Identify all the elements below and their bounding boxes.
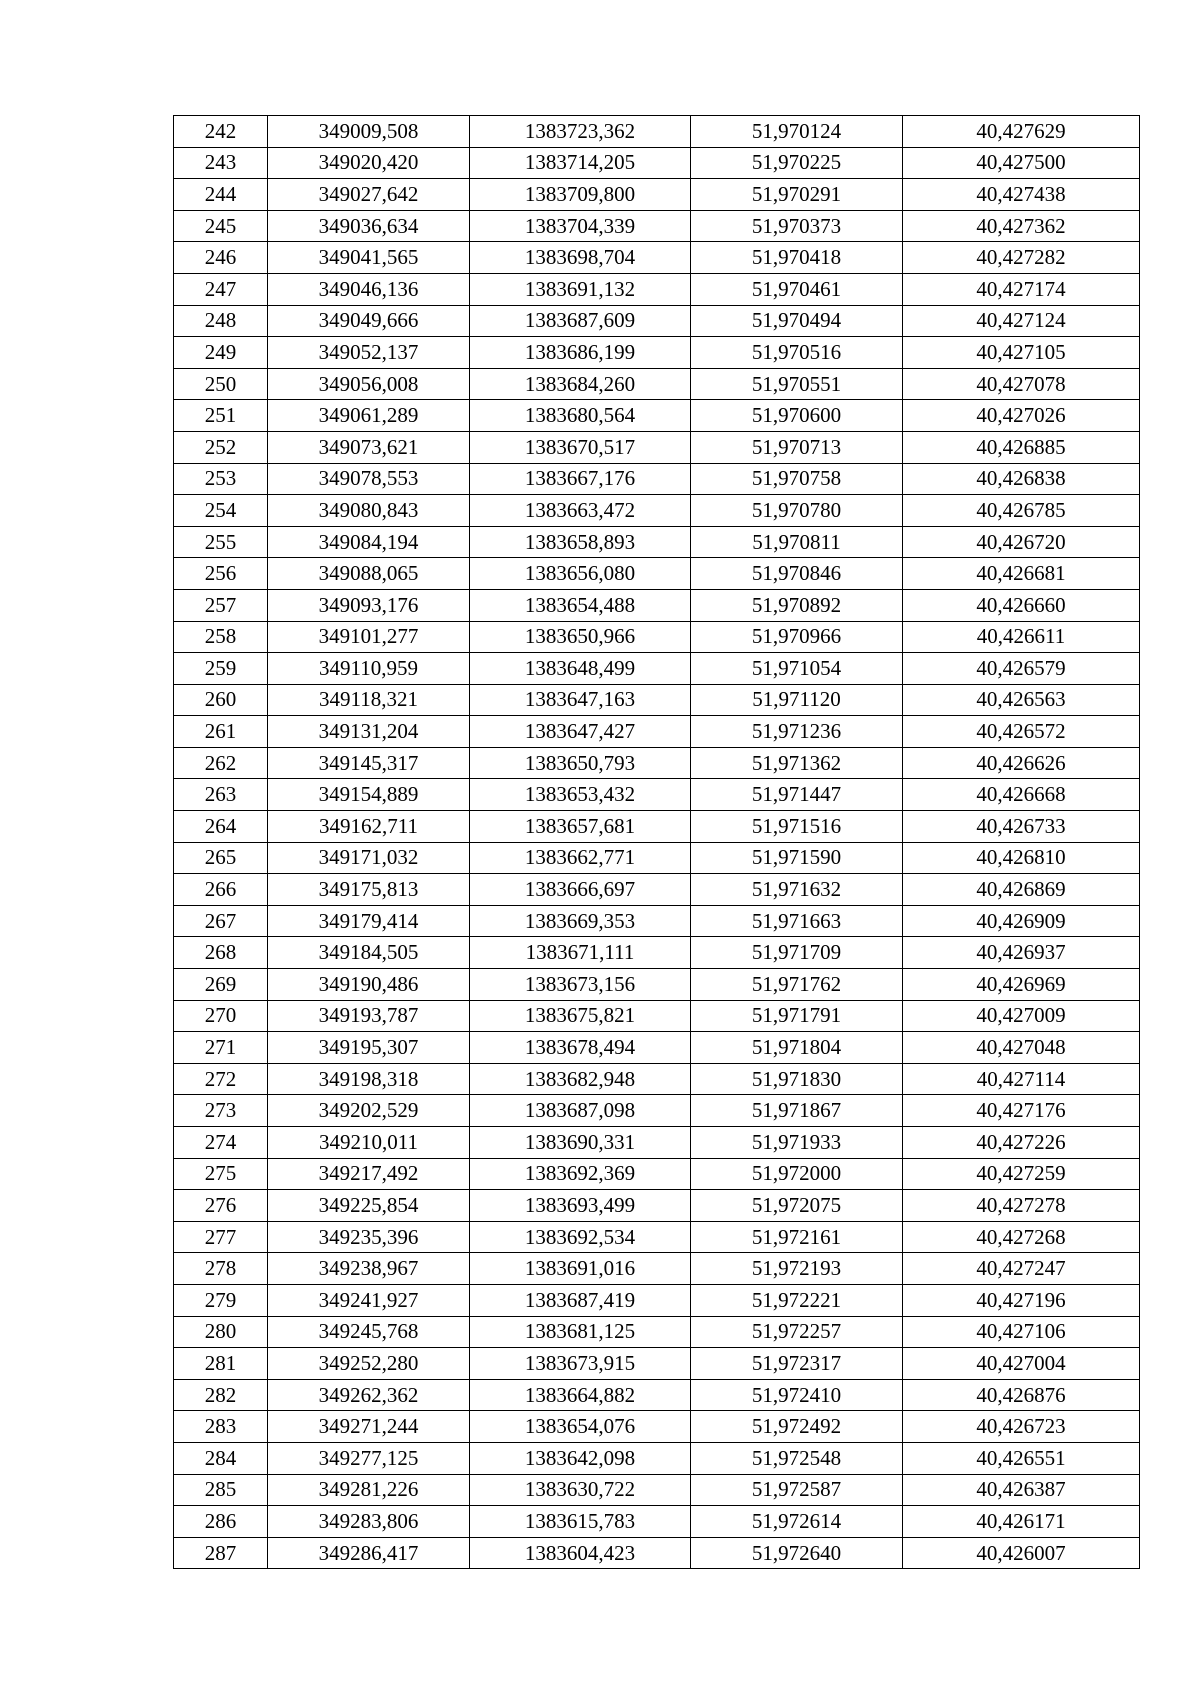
point-number-cell: 245 — [174, 210, 268, 242]
y-coordinate-cell: 1383658,893 — [470, 526, 691, 558]
table-row — [174, 1190, 1140, 1222]
table-row — [174, 874, 1140, 906]
y-coordinate-cell: 1383687,419 — [470, 1284, 691, 1316]
y-coordinate-cell: 1383681,125 — [470, 1316, 691, 1348]
table-row — [174, 116, 1140, 148]
latitude-cell: 51,972257 — [691, 1316, 903, 1348]
y-coordinate-cell: 1383647,163 — [470, 684, 691, 716]
point-number-cell: 277 — [174, 1221, 268, 1253]
x-coordinate-cell: 349225,854 — [268, 1190, 470, 1222]
table-row — [174, 305, 1140, 337]
table-row — [174, 653, 1140, 685]
y-coordinate-cell: 1383671,111 — [470, 937, 691, 969]
longitude-cell: 40,427226 — [903, 1127, 1140, 1159]
longitude-cell: 40,427629 — [903, 116, 1140, 148]
longitude-cell: 40,426387 — [903, 1474, 1140, 1506]
table-row — [174, 1127, 1140, 1159]
table-row — [174, 179, 1140, 211]
point-number-cell: 246 — [174, 242, 268, 274]
coordinates-table-body — [174, 116, 1140, 1569]
table-row — [174, 842, 1140, 874]
point-number-cell: 274 — [174, 1127, 268, 1159]
latitude-cell: 51,972410 — [691, 1379, 903, 1411]
table-row — [174, 273, 1140, 305]
x-coordinate-cell: 349052,137 — [268, 337, 470, 369]
longitude-cell: 40,426838 — [903, 463, 1140, 495]
y-coordinate-cell: 1383647,427 — [470, 716, 691, 748]
latitude-cell: 51,970758 — [691, 463, 903, 495]
longitude-cell: 40,427124 — [903, 305, 1140, 337]
table-row — [174, 463, 1140, 495]
y-coordinate-cell: 1383666,697 — [470, 874, 691, 906]
latitude-cell: 51,972614 — [691, 1506, 903, 1538]
latitude-cell: 51,971632 — [691, 874, 903, 906]
point-number-cell: 272 — [174, 1063, 268, 1095]
longitude-cell: 40,427105 — [903, 337, 1140, 369]
point-number-cell: 266 — [174, 874, 268, 906]
table-row — [174, 400, 1140, 432]
latitude-cell: 51,970713 — [691, 431, 903, 463]
latitude-cell: 51,970373 — [691, 210, 903, 242]
table-row — [174, 589, 1140, 621]
point-number-cell: 285 — [174, 1474, 268, 1506]
latitude-cell: 51,971516 — [691, 811, 903, 843]
y-coordinate-cell: 1383670,517 — [470, 431, 691, 463]
latitude-cell: 51,970516 — [691, 337, 903, 369]
latitude-cell: 51,972317 — [691, 1348, 903, 1380]
latitude-cell: 51,971663 — [691, 905, 903, 937]
x-coordinate-cell: 349084,194 — [268, 526, 470, 558]
latitude-cell: 51,972640 — [691, 1537, 903, 1569]
point-number-cell: 247 — [174, 273, 268, 305]
table-row — [174, 716, 1140, 748]
point-number-cell: 262 — [174, 747, 268, 779]
point-number-cell: 265 — [174, 842, 268, 874]
point-number-cell: 258 — [174, 621, 268, 653]
latitude-cell: 51,972548 — [691, 1442, 903, 1474]
point-number-cell: 250 — [174, 368, 268, 400]
latitude-cell: 51,972193 — [691, 1253, 903, 1285]
longitude-cell: 40,427247 — [903, 1253, 1140, 1285]
table-row — [174, 937, 1140, 969]
point-number-cell: 243 — [174, 147, 268, 179]
x-coordinate-cell: 349088,065 — [268, 558, 470, 590]
latitude-cell: 51,971791 — [691, 1000, 903, 1032]
longitude-cell: 40,426937 — [903, 937, 1140, 969]
latitude-cell: 51,970846 — [691, 558, 903, 590]
longitude-cell: 40,426611 — [903, 621, 1140, 653]
table-row — [174, 1379, 1140, 1411]
longitude-cell: 40,426007 — [903, 1537, 1140, 1569]
point-number-cell: 267 — [174, 905, 268, 937]
point-number-cell: 278 — [174, 1253, 268, 1285]
table-row — [174, 495, 1140, 527]
point-number-cell: 271 — [174, 1032, 268, 1064]
y-coordinate-cell: 1383656,080 — [470, 558, 691, 590]
table-row — [174, 747, 1140, 779]
latitude-cell: 51,971054 — [691, 653, 903, 685]
y-coordinate-cell: 1383684,260 — [470, 368, 691, 400]
table-row — [174, 1474, 1140, 1506]
latitude-cell: 51,971120 — [691, 684, 903, 716]
latitude-cell: 51,971236 — [691, 716, 903, 748]
x-coordinate-cell: 349093,176 — [268, 589, 470, 621]
point-number-cell: 281 — [174, 1348, 268, 1380]
latitude-cell: 51,971590 — [691, 842, 903, 874]
longitude-cell: 40,426909 — [903, 905, 1140, 937]
x-coordinate-cell: 349286,417 — [268, 1537, 470, 1569]
longitude-cell: 40,426876 — [903, 1379, 1140, 1411]
point-number-cell: 269 — [174, 969, 268, 1001]
point-number-cell: 252 — [174, 431, 268, 463]
y-coordinate-cell: 1383654,076 — [470, 1411, 691, 1443]
longitude-cell: 40,426869 — [903, 874, 1140, 906]
table-row — [174, 905, 1140, 937]
x-coordinate-cell: 349252,280 — [268, 1348, 470, 1380]
y-coordinate-cell: 1383663,472 — [470, 495, 691, 527]
point-number-cell: 284 — [174, 1442, 268, 1474]
y-coordinate-cell: 1383723,362 — [470, 116, 691, 148]
table-row — [174, 969, 1140, 1001]
longitude-cell: 40,426720 — [903, 526, 1140, 558]
table-row — [174, 431, 1140, 463]
y-coordinate-cell: 1383692,369 — [470, 1158, 691, 1190]
y-coordinate-cell: 1383650,966 — [470, 621, 691, 653]
table-row — [174, 1506, 1140, 1538]
latitude-cell: 51,971762 — [691, 969, 903, 1001]
table-row — [174, 526, 1140, 558]
point-number-cell: 251 — [174, 400, 268, 432]
longitude-cell: 40,427259 — [903, 1158, 1140, 1190]
longitude-cell: 40,426785 — [903, 495, 1140, 527]
x-coordinate-cell: 349171,032 — [268, 842, 470, 874]
x-coordinate-cell: 349210,011 — [268, 1127, 470, 1159]
x-coordinate-cell: 349009,508 — [268, 116, 470, 148]
y-coordinate-cell: 1383650,793 — [470, 747, 691, 779]
longitude-cell: 40,426563 — [903, 684, 1140, 716]
latitude-cell: 51,970494 — [691, 305, 903, 337]
longitude-cell: 40,426681 — [903, 558, 1140, 590]
latitude-cell: 51,970461 — [691, 273, 903, 305]
longitude-cell: 40,426551 — [903, 1442, 1140, 1474]
y-coordinate-cell: 1383709,800 — [470, 179, 691, 211]
longitude-cell: 40,426660 — [903, 589, 1140, 621]
latitude-cell: 51,970811 — [691, 526, 903, 558]
y-coordinate-cell: 1383673,915 — [470, 1348, 691, 1380]
table-row — [174, 684, 1140, 716]
y-coordinate-cell: 1383669,353 — [470, 905, 691, 937]
longitude-cell: 40,427438 — [903, 179, 1140, 211]
longitude-cell: 40,426668 — [903, 779, 1140, 811]
longitude-cell: 40,426810 — [903, 842, 1140, 874]
y-coordinate-cell: 1383615,783 — [470, 1506, 691, 1538]
y-coordinate-cell: 1383690,331 — [470, 1127, 691, 1159]
latitude-cell: 51,971830 — [691, 1063, 903, 1095]
longitude-cell: 40,427362 — [903, 210, 1140, 242]
table-row — [174, 1000, 1140, 1032]
x-coordinate-cell: 349175,813 — [268, 874, 470, 906]
y-coordinate-cell: 1383630,722 — [470, 1474, 691, 1506]
x-coordinate-cell: 349195,307 — [268, 1032, 470, 1064]
y-coordinate-cell: 1383714,205 — [470, 147, 691, 179]
longitude-cell: 40,427009 — [903, 1000, 1140, 1032]
x-coordinate-cell: 349198,318 — [268, 1063, 470, 1095]
x-coordinate-cell: 349145,317 — [268, 747, 470, 779]
table-row — [174, 1316, 1140, 1348]
latitude-cell: 51,971933 — [691, 1127, 903, 1159]
table-row — [174, 1411, 1140, 1443]
point-number-cell: 263 — [174, 779, 268, 811]
x-coordinate-cell: 349036,634 — [268, 210, 470, 242]
longitude-cell: 40,426572 — [903, 716, 1140, 748]
latitude-cell: 51,970291 — [691, 179, 903, 211]
table-row — [174, 242, 1140, 274]
longitude-cell: 40,426626 — [903, 747, 1140, 779]
y-coordinate-cell: 1383691,016 — [470, 1253, 691, 1285]
table-row — [174, 1253, 1140, 1285]
x-coordinate-cell: 349101,277 — [268, 621, 470, 653]
x-coordinate-cell: 349217,492 — [268, 1158, 470, 1190]
y-coordinate-cell: 1383657,681 — [470, 811, 691, 843]
longitude-cell: 40,427282 — [903, 242, 1140, 274]
point-number-cell: 275 — [174, 1158, 268, 1190]
longitude-cell: 40,427174 — [903, 273, 1140, 305]
x-coordinate-cell: 349238,967 — [268, 1253, 470, 1285]
table-row — [174, 558, 1140, 590]
table-row — [174, 621, 1140, 653]
table-row — [174, 1221, 1140, 1253]
x-coordinate-cell: 349078,553 — [268, 463, 470, 495]
longitude-cell: 40,427268 — [903, 1221, 1140, 1253]
point-number-cell: 242 — [174, 116, 268, 148]
point-number-cell: 254 — [174, 495, 268, 527]
y-coordinate-cell: 1383667,176 — [470, 463, 691, 495]
y-coordinate-cell: 1383704,339 — [470, 210, 691, 242]
latitude-cell: 51,970124 — [691, 116, 903, 148]
latitude-cell: 51,971447 — [691, 779, 903, 811]
y-coordinate-cell: 1383691,132 — [470, 273, 691, 305]
y-coordinate-cell: 1383662,771 — [470, 842, 691, 874]
latitude-cell: 51,970966 — [691, 621, 903, 653]
latitude-cell: 51,970600 — [691, 400, 903, 432]
point-number-cell: 273 — [174, 1095, 268, 1127]
point-number-cell: 286 — [174, 1506, 268, 1538]
y-coordinate-cell: 1383604,423 — [470, 1537, 691, 1569]
x-coordinate-cell: 349241,927 — [268, 1284, 470, 1316]
x-coordinate-cell: 349118,321 — [268, 684, 470, 716]
latitude-cell: 51,972161 — [691, 1221, 903, 1253]
point-number-cell: 259 — [174, 653, 268, 685]
x-coordinate-cell: 349184,505 — [268, 937, 470, 969]
x-coordinate-cell: 349283,806 — [268, 1506, 470, 1538]
x-coordinate-cell: 349027,642 — [268, 179, 470, 211]
x-coordinate-cell: 349235,396 — [268, 1221, 470, 1253]
y-coordinate-cell: 1383653,432 — [470, 779, 691, 811]
y-coordinate-cell: 1383678,494 — [470, 1032, 691, 1064]
latitude-cell: 51,971804 — [691, 1032, 903, 1064]
longitude-cell: 40,427026 — [903, 400, 1140, 432]
table-row — [174, 368, 1140, 400]
table-row — [174, 811, 1140, 843]
latitude-cell: 51,971867 — [691, 1095, 903, 1127]
longitude-cell: 40,426579 — [903, 653, 1140, 685]
latitude-cell: 51,970892 — [691, 589, 903, 621]
x-coordinate-cell: 349281,226 — [268, 1474, 470, 1506]
longitude-cell: 40,427500 — [903, 147, 1140, 179]
longitude-cell: 40,427048 — [903, 1032, 1140, 1064]
longitude-cell: 40,427106 — [903, 1316, 1140, 1348]
x-coordinate-cell: 349061,289 — [268, 400, 470, 432]
x-coordinate-cell: 349262,362 — [268, 1379, 470, 1411]
table-row — [174, 337, 1140, 369]
point-number-cell: 256 — [174, 558, 268, 590]
table-row — [174, 1158, 1140, 1190]
latitude-cell: 51,972000 — [691, 1158, 903, 1190]
x-coordinate-cell: 349202,529 — [268, 1095, 470, 1127]
table-row — [174, 1284, 1140, 1316]
table-row — [174, 147, 1140, 179]
x-coordinate-cell: 349131,204 — [268, 716, 470, 748]
y-coordinate-cell: 1383648,499 — [470, 653, 691, 685]
point-number-cell: 279 — [174, 1284, 268, 1316]
coordinates-table — [173, 115, 1140, 1569]
y-coordinate-cell: 1383682,948 — [470, 1063, 691, 1095]
table-row — [174, 1348, 1140, 1380]
y-coordinate-cell: 1383664,882 — [470, 1379, 691, 1411]
y-coordinate-cell: 1383687,098 — [470, 1095, 691, 1127]
longitude-cell: 40,426885 — [903, 431, 1140, 463]
point-number-cell: 276 — [174, 1190, 268, 1222]
longitude-cell: 40,427278 — [903, 1190, 1140, 1222]
point-number-cell: 260 — [174, 684, 268, 716]
y-coordinate-cell: 1383642,098 — [470, 1442, 691, 1474]
table-row — [174, 1063, 1140, 1095]
longitude-cell: 40,427196 — [903, 1284, 1140, 1316]
y-coordinate-cell: 1383675,821 — [470, 1000, 691, 1032]
point-number-cell: 255 — [174, 526, 268, 558]
x-coordinate-cell: 349041,565 — [268, 242, 470, 274]
point-number-cell: 287 — [174, 1537, 268, 1569]
table-row — [174, 779, 1140, 811]
y-coordinate-cell: 1383680,564 — [470, 400, 691, 432]
y-coordinate-cell: 1383687,609 — [470, 305, 691, 337]
x-coordinate-cell: 349056,008 — [268, 368, 470, 400]
y-coordinate-cell: 1383693,499 — [470, 1190, 691, 1222]
y-coordinate-cell: 1383692,534 — [470, 1221, 691, 1253]
longitude-cell: 40,427078 — [903, 368, 1140, 400]
x-coordinate-cell: 349049,666 — [268, 305, 470, 337]
latitude-cell: 51,970780 — [691, 495, 903, 527]
x-coordinate-cell: 349162,711 — [268, 811, 470, 843]
point-number-cell: 257 — [174, 589, 268, 621]
point-number-cell: 283 — [174, 1411, 268, 1443]
longitude-cell: 40,426969 — [903, 969, 1140, 1001]
table-row — [174, 1537, 1140, 1569]
y-coordinate-cell: 1383698,704 — [470, 242, 691, 274]
latitude-cell: 51,971362 — [691, 747, 903, 779]
latitude-cell: 51,972587 — [691, 1474, 903, 1506]
table-row — [174, 210, 1140, 242]
x-coordinate-cell: 349154,889 — [268, 779, 470, 811]
table-row — [174, 1095, 1140, 1127]
point-number-cell: 244 — [174, 179, 268, 211]
point-number-cell: 248 — [174, 305, 268, 337]
latitude-cell: 51,972075 — [691, 1190, 903, 1222]
x-coordinate-cell: 349073,621 — [268, 431, 470, 463]
point-number-cell: 280 — [174, 1316, 268, 1348]
latitude-cell: 51,972221 — [691, 1284, 903, 1316]
latitude-cell: 51,970551 — [691, 368, 903, 400]
table-row — [174, 1442, 1140, 1474]
x-coordinate-cell: 349193,787 — [268, 1000, 470, 1032]
longitude-cell: 40,427004 — [903, 1348, 1140, 1380]
longitude-cell: 40,427114 — [903, 1063, 1140, 1095]
point-number-cell: 270 — [174, 1000, 268, 1032]
longitude-cell: 40,426723 — [903, 1411, 1140, 1443]
x-coordinate-cell: 349190,486 — [268, 969, 470, 1001]
x-coordinate-cell: 349046,136 — [268, 273, 470, 305]
latitude-cell: 51,972492 — [691, 1411, 903, 1443]
point-number-cell: 264 — [174, 811, 268, 843]
y-coordinate-cell: 1383673,156 — [470, 969, 691, 1001]
longitude-cell: 40,426171 — [903, 1506, 1140, 1538]
latitude-cell: 51,970418 — [691, 242, 903, 274]
x-coordinate-cell: 349245,768 — [268, 1316, 470, 1348]
point-number-cell: 268 — [174, 937, 268, 969]
point-number-cell: 253 — [174, 463, 268, 495]
x-coordinate-cell: 349179,414 — [268, 905, 470, 937]
longitude-cell: 40,427176 — [903, 1095, 1140, 1127]
point-number-cell: 261 — [174, 716, 268, 748]
latitude-cell: 51,970225 — [691, 147, 903, 179]
x-coordinate-cell: 349080,843 — [268, 495, 470, 527]
table-row — [174, 1032, 1140, 1064]
longitude-cell: 40,426733 — [903, 811, 1140, 843]
point-number-cell: 282 — [174, 1379, 268, 1411]
x-coordinate-cell: 349277,125 — [268, 1442, 470, 1474]
y-coordinate-cell: 1383686,199 — [470, 337, 691, 369]
x-coordinate-cell: 349110,959 — [268, 653, 470, 685]
x-coordinate-cell: 349271,244 — [268, 1411, 470, 1443]
x-coordinate-cell: 349020,420 — [268, 147, 470, 179]
y-coordinate-cell: 1383654,488 — [470, 589, 691, 621]
latitude-cell: 51,971709 — [691, 937, 903, 969]
point-number-cell: 249 — [174, 337, 268, 369]
